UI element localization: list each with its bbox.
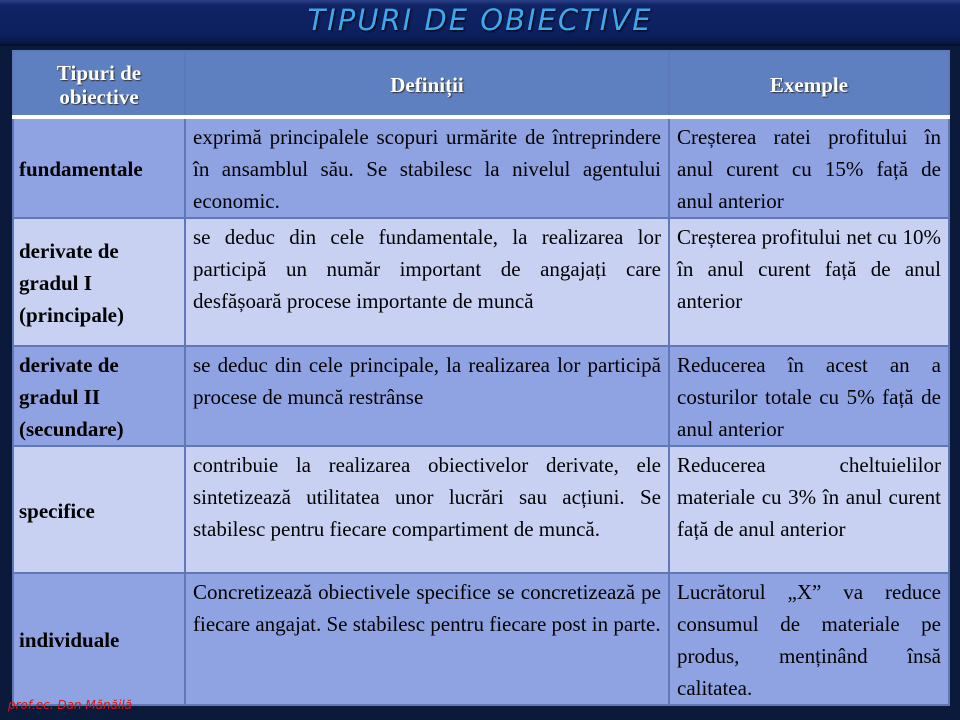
objective-example: Lucrătorul „X” va reduce consumul de materiale pe produs, menținând însă calitatea. — [669, 573, 949, 705]
header-row — [13, 51, 949, 117]
objective-type: derivate de gradul I (principale) — [13, 218, 185, 346]
slide-title: TIPURI DE OBIECTIVE — [307, 3, 653, 37]
objective-type: fundamentale — [13, 117, 185, 218]
objective-definition: se deduc din cele principale, la realizarea lor participă procese de muncă restrânse — [185, 346, 669, 446]
header-type: Tipuri de obiective — [13, 51, 185, 117]
author-signature: prof.ec. Dan Mănăilă — [8, 698, 133, 712]
objectives-table — [12, 50, 950, 706]
objective-type: derivate de gradul II (secundare) — [13, 346, 185, 446]
table-row — [13, 446, 949, 573]
objective-definition: exprimă principalele scopuri urmărite de întreprindere în ansamblul său. Se stabilesc la nivelul agentului economic. — [185, 117, 669, 218]
header-examples: Exemple — [669, 51, 949, 117]
table-row — [13, 218, 949, 346]
objective-example: Creșterea ratei profitului în anul curent cu 15% față de anul anterior — [669, 117, 949, 218]
table-row — [13, 346, 949, 446]
objective-definition: Concretizează obiectivele specifice se concretizează pe fiecare angajat. Se stabilesc pentru fiecare post in parte. — [185, 573, 669, 705]
objective-type: specifice — [13, 446, 185, 573]
objective-definition: contribuie la realizarea obiectivelor derivate, ele sintetizează utilitatea unor lucrări sau acțiuni. Se stabilesc pentru fiecare compartiment de muncă. — [185, 446, 669, 573]
title-bar — [0, 0, 960, 46]
table-row — [13, 573, 949, 705]
objective-example: Reducerea cheltuielilor materiale cu 3% în anul curent față de anul anterior — [669, 446, 949, 573]
header-definitions: Definiții — [185, 51, 669, 117]
table-row — [13, 117, 949, 218]
objective-definition: se deduc din cele fundamentale, la realizarea lor participă un număr important de angajați care desfășoară procese importante de muncă — [185, 218, 669, 346]
objective-type: individuale — [13, 573, 185, 705]
objective-example: Creșterea profitului net cu 10% în anul curent față de anul anterior — [669, 218, 949, 346]
objective-example: Reducerea în acest an a costurilor totale cu 5% față de anul anterior — [669, 346, 949, 446]
